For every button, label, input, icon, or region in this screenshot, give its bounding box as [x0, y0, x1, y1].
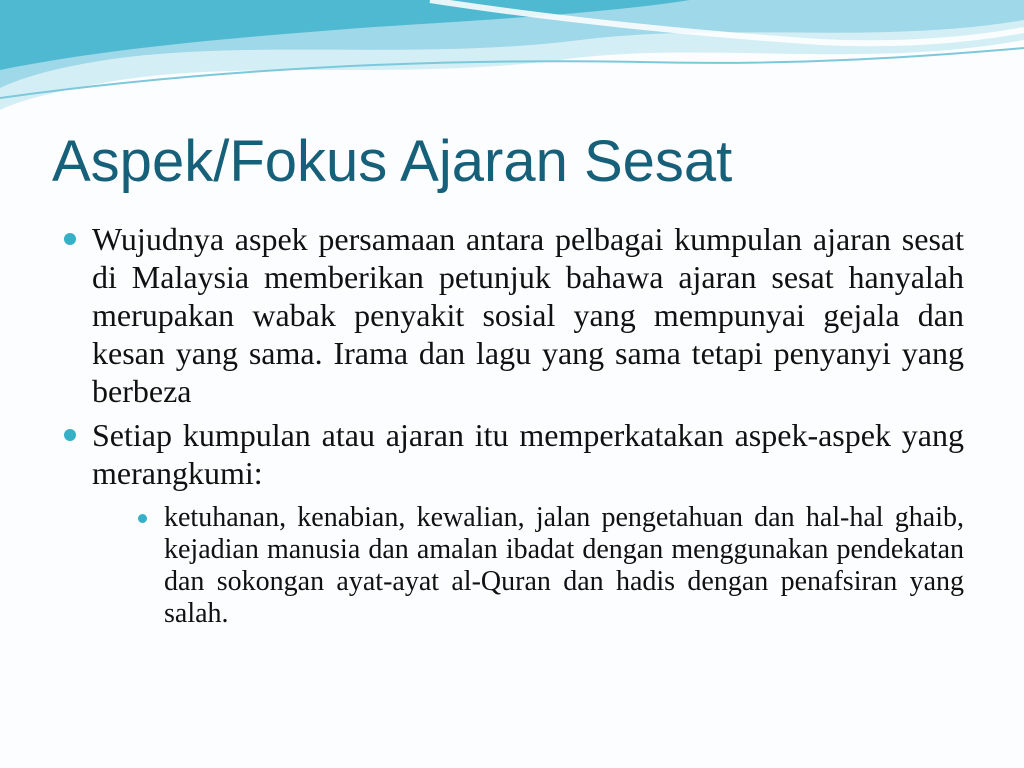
slide-content	[62, 220, 964, 636]
sub-bullet-dot-icon	[138, 514, 147, 523]
header-wave-decoration	[0, 0, 1024, 130]
bullet-item	[62, 220, 964, 410]
slide-title: Aspek/Fokus Ajaran Sesat	[52, 129, 733, 194]
bullet-text: Setiap kumpulan atau ajaran itu memperkatakan aspek-aspek yang merangkumi:	[92, 417, 964, 491]
bullet-text: Wujudnya aspek persamaan antara pelbagai kumpulan ajaran sesat di Malaysia memberikan petunjuk bahawa ajaran sesat hanyalah merupakan wabak penyakit sosial yang mempunyai gejala dan kesan yang sama. Irama dan lagu yang sama tetapi penyanyi yang berbeza	[92, 221, 964, 409]
bullet-item	[62, 416, 964, 630]
sub-bullet-item	[134, 502, 964, 630]
bullet-dot-icon	[64, 233, 76, 245]
sub-bullet-text: ketuhanan, kenabian, kewalian, jalan pengetahuan dan hal-hal ghaib, kejadian manusia dan amalan ibadat dengan menggunakan pendekatan dan sokongan ayat-ayat al-Quran dan hadis dengan penafsiran yang salah.	[164, 502, 964, 629]
bullet-dot-icon	[64, 429, 76, 441]
